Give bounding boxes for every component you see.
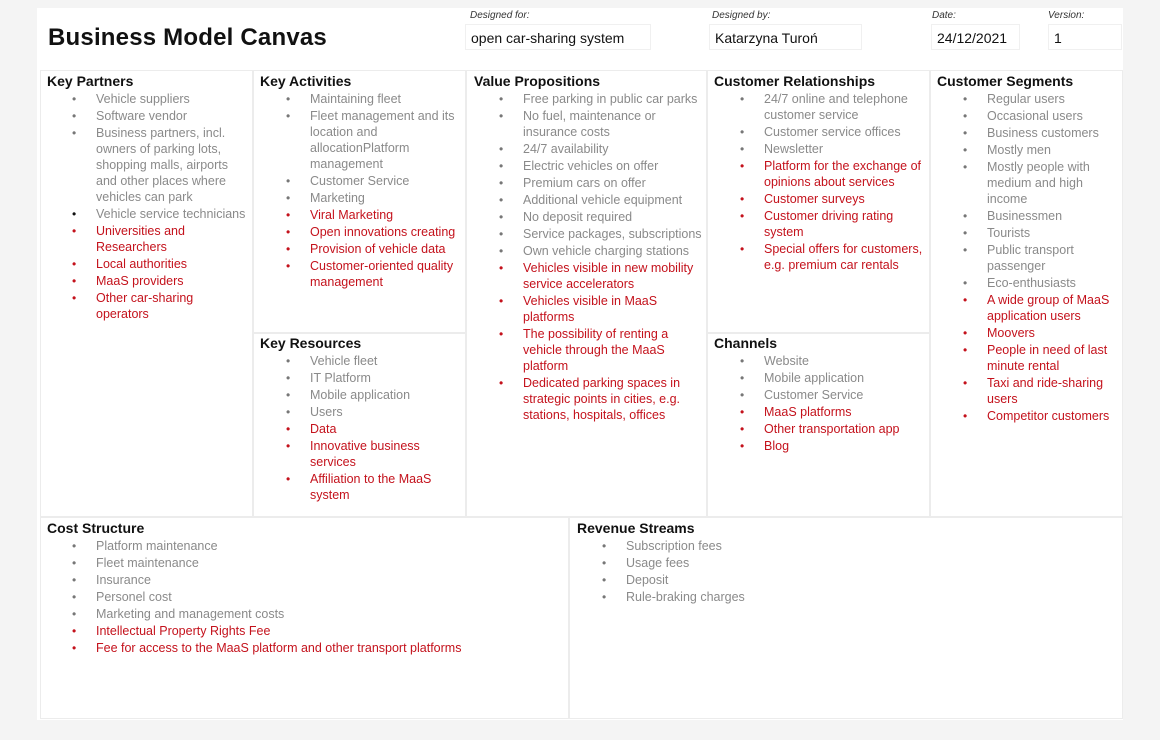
designed-for-label: Designed for:	[470, 10, 530, 21]
list-item: • Fleet management and its location and allocationPlatform management	[284, 108, 462, 172]
list-item: • Vehicle suppliers	[70, 91, 248, 107]
customer-relationships-title: Customer Relationships	[714, 73, 876, 89]
revenue-streams-title: Revenue Streams	[577, 520, 695, 536]
key-resources-title: Key Resources	[260, 335, 362, 351]
channels-title: Channels	[714, 335, 778, 351]
list-item: • Tourists	[961, 225, 1119, 241]
list-item: • Local authorities	[70, 256, 248, 272]
key-activities-list	[284, 91, 462, 291]
key-resources-list	[284, 353, 462, 504]
list-item: • Subscription fees	[600, 538, 1100, 554]
list-item: • People in need of last minute rental	[961, 342, 1119, 374]
designed-for-field[interactable]: open car-sharing system	[465, 24, 651, 50]
list-item: • MaaS providers	[70, 273, 248, 289]
list-item: • IT Platform	[284, 370, 462, 386]
list-item: • Fleet maintenance	[70, 555, 565, 571]
key-activities-title: Key Activities	[260, 73, 352, 89]
list-item: • Usage fees	[600, 555, 1100, 571]
value-propositions-title: Value Propositions	[474, 73, 601, 89]
list-item: • Marketing	[284, 190, 462, 206]
list-item: • Taxi and ride-sharing users	[961, 375, 1119, 407]
date-label: Date:	[932, 10, 956, 21]
list-item: • Software vendor	[70, 108, 248, 124]
list-item: • Additional vehicle equipment	[497, 192, 704, 208]
list-item: • Users	[284, 404, 462, 420]
version-label: Version:	[1048, 10, 1085, 21]
list-item: • Service packages, subscriptions	[497, 226, 704, 242]
list-item: • Deposit	[600, 572, 1100, 588]
list-item: • Competitor customers	[961, 408, 1119, 424]
list-item: • Newsletter	[738, 141, 926, 157]
list-item: • Vehicles visible in new mobility service accelerators	[497, 260, 704, 292]
key-partners-title: Key Partners	[47, 73, 134, 89]
list-item: • 24/7 availability	[497, 141, 704, 157]
list-item: • Marketing and management costs	[70, 606, 565, 622]
list-item: • Occasional users	[961, 108, 1119, 124]
list-item: • Own vehicle charging stations	[497, 243, 704, 259]
list-item: • Vehicles visible in MaaS platforms	[497, 293, 704, 325]
list-item: • Rule-braking charges	[600, 589, 1100, 605]
list-item: • No fuel, maintenance or insurance costs	[497, 108, 704, 140]
list-item: • Personel cost	[70, 589, 565, 605]
list-item: • Universities and Researchers	[70, 223, 248, 255]
revenue-streams-list	[600, 538, 1100, 606]
list-item: • Customer Service	[738, 387, 926, 403]
list-item: • Blog	[738, 438, 926, 454]
list-item: • Innovative business services	[284, 438, 462, 470]
cost-structure-title: Cost Structure	[47, 520, 145, 536]
customer-segments-title: Customer Segments	[937, 73, 1074, 89]
list-item: • Affiliation to the MaaS system	[284, 471, 462, 503]
list-item: • Free parking in public car parks	[497, 91, 704, 107]
list-item: • Special offers for customers, e.g. premium car rentals	[738, 241, 926, 273]
list-item: • Viral Marketing	[284, 207, 462, 223]
key-partners-list	[70, 91, 248, 323]
list-item: • Premium cars on offer	[497, 175, 704, 191]
list-item: • Electric vehicles on offer	[497, 158, 704, 174]
channels-list	[738, 353, 926, 455]
customer-segments-list	[961, 91, 1119, 425]
list-item: • Customer-oriented quality management	[284, 258, 462, 290]
list-item: • Mobile application	[284, 387, 462, 403]
cost-structure-list	[70, 538, 565, 657]
list-item: • Customer service offices	[738, 124, 926, 140]
value-propositions-list	[497, 91, 704, 424]
list-item: • Regular users	[961, 91, 1119, 107]
designed-by-field[interactable]: Katarzyna Turoń	[709, 24, 862, 50]
list-item: • No deposit required	[497, 209, 704, 225]
list-item: • Businessmen	[961, 208, 1119, 224]
list-item: • Data	[284, 421, 462, 437]
list-item: • Other car-sharing operators	[70, 290, 248, 322]
list-item: • Maintaining fleet	[284, 91, 462, 107]
list-item: • Platform maintenance	[70, 538, 565, 554]
list-item: • Fee for access to the MaaS platform and other transport platforms	[70, 640, 565, 656]
list-item: • Vehicle fleet	[284, 353, 462, 369]
list-item: • Eco-enthusiasts	[961, 275, 1119, 291]
list-item: • Other transportation app	[738, 421, 926, 437]
list-item: • 24/7 online and telephone customer service	[738, 91, 926, 123]
list-item: • Customer driving rating system	[738, 208, 926, 240]
list-item: • Provision of vehicle data	[284, 241, 462, 257]
list-item: • Business partners, incl. owners of parking lots, shopping malls, airports and other places where vehicles can park	[70, 125, 248, 205]
list-item: • The possibility of renting a vehicle through the MaaS platform	[497, 326, 704, 374]
date-field[interactable]: 24/12/2021	[931, 24, 1020, 50]
list-item: • Mostly men	[961, 142, 1119, 158]
list-item: • Intellectual Property Rights Fee	[70, 623, 565, 639]
list-item: • Platform for the exchange of opinions about services	[738, 158, 926, 190]
list-item: • Insurance	[70, 572, 565, 588]
list-item: • Vehicle service technicians	[70, 206, 248, 222]
list-item: • Mobile application	[738, 370, 926, 386]
list-item: • Customer surveys	[738, 191, 926, 207]
list-item: • Website	[738, 353, 926, 369]
designed-by-label: Designed by:	[712, 10, 771, 21]
page-title: Business Model Canvas	[48, 24, 327, 51]
version-field[interactable]: 1	[1048, 24, 1122, 50]
list-item: • Moovers	[961, 325, 1119, 341]
list-item: • Open innovations creating	[284, 224, 462, 240]
list-item: • Public transport passenger	[961, 242, 1119, 274]
list-item: • A wide group of MaaS application users	[961, 292, 1119, 324]
list-item: • Business customers	[961, 125, 1119, 141]
list-item: • Customer Service	[284, 173, 462, 189]
list-item: • Dedicated parking spaces in strategic points in cities, e.g. stations, hospitals, offices	[497, 375, 704, 423]
list-item: • Mostly people with medium and high income	[961, 159, 1119, 207]
list-item: • MaaS platforms	[738, 404, 926, 420]
customer-relationships-list	[738, 91, 926, 274]
